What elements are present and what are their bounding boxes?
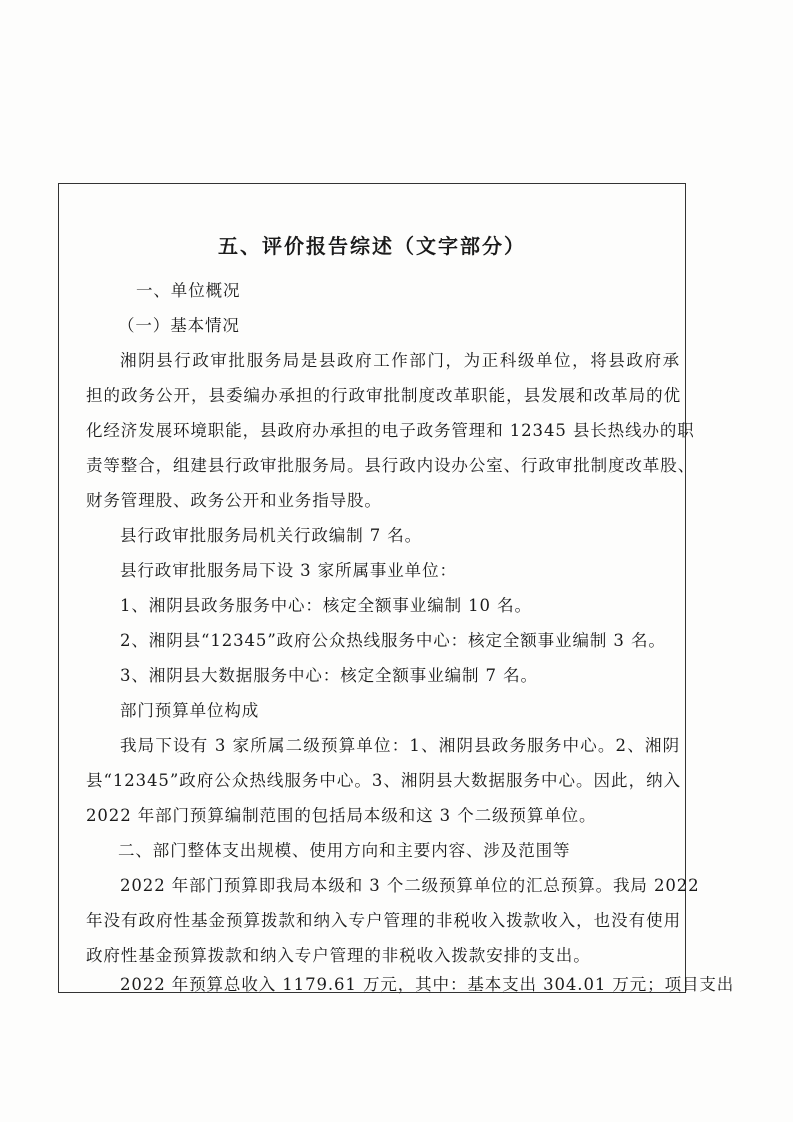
paragraph-line: 湘阴县行政审批服务局是县政府工作部门，为正科级单位，将县政府承 [120, 351, 680, 370]
paragraph-line: 县“12345”政府公众热线服务中心。3、湘阴县大数据服务中心。因此，纳入 [86, 771, 681, 790]
paragraph-line: 2022 年部门预算编制范围的包括局本级和这 3 个二级预算单位。 [86, 806, 597, 825]
section-heading-budget-units: 部门预算单位构成 [120, 701, 260, 720]
paragraph-line: 2022 年预算总收入 1179.61 万元，其中：基本支出 304.01 万元；项目支出 [120, 975, 735, 994]
paragraph-line: 2022 年部门预算即我局本级和 3 个二级预算单位的汇总预算。我局 2022 [120, 876, 700, 895]
paragraph-line: 县行政审批服务局下设 3 家所属事业单位： [120, 561, 457, 580]
list-item: 1、湘阴县政务服务中心：核定全额事业编制 10 名。 [120, 596, 532, 615]
paragraph-line: 财务管理股、政务公开和业务指导股。 [86, 491, 382, 510]
paragraph-line: 化经济发展环境职能，县政府办承担的电子政务管理和 12345 县长热线办的职 [86, 421, 695, 440]
section-heading-expenditure: 二、部门整体支出规模、使用方向和主要内容、涉及范围等 [118, 841, 571, 860]
paragraph-line: 县行政审批服务局机关行政编制 7 名。 [120, 526, 423, 545]
paragraph-line: 担的政务公开，县委编办承担的行政审批制度改革职能，县发展和改革局的优 [86, 386, 681, 405]
section-heading-unit-overview: 一、单位概况 [136, 281, 241, 300]
subsection-heading-basic-info: （一）基本情况 [118, 316, 240, 335]
list-item: 3、湘阴县大数据服务中心：核定全额事业编制 7 名。 [120, 666, 538, 685]
paragraph-line: 我局下设有 3 家所属二级预算单位：1、湘阴县政务服务中心。2、湘阴 [120, 736, 680, 755]
page-title: 五、评价报告综述（文字部分） [218, 234, 526, 258]
paragraph-line: 年没有政府性基金预算拨款和纳入专户管理的非税收入拨款收入，也没有使用 [86, 911, 681, 930]
content-frame [58, 183, 735, 994]
paragraph-line: 政府性基金预算拨款和纳入专户管理的非税收入拨款安排的支出。 [86, 946, 591, 965]
paragraph-line: 责等整合，组建县行政审批服务局。县行政内设办公室、行政审批制度改革股、 [86, 456, 695, 475]
list-item: 2、湘阴县“12345”政府公众热线服务中心：核定全额事业编制 3 名。 [120, 631, 666, 650]
